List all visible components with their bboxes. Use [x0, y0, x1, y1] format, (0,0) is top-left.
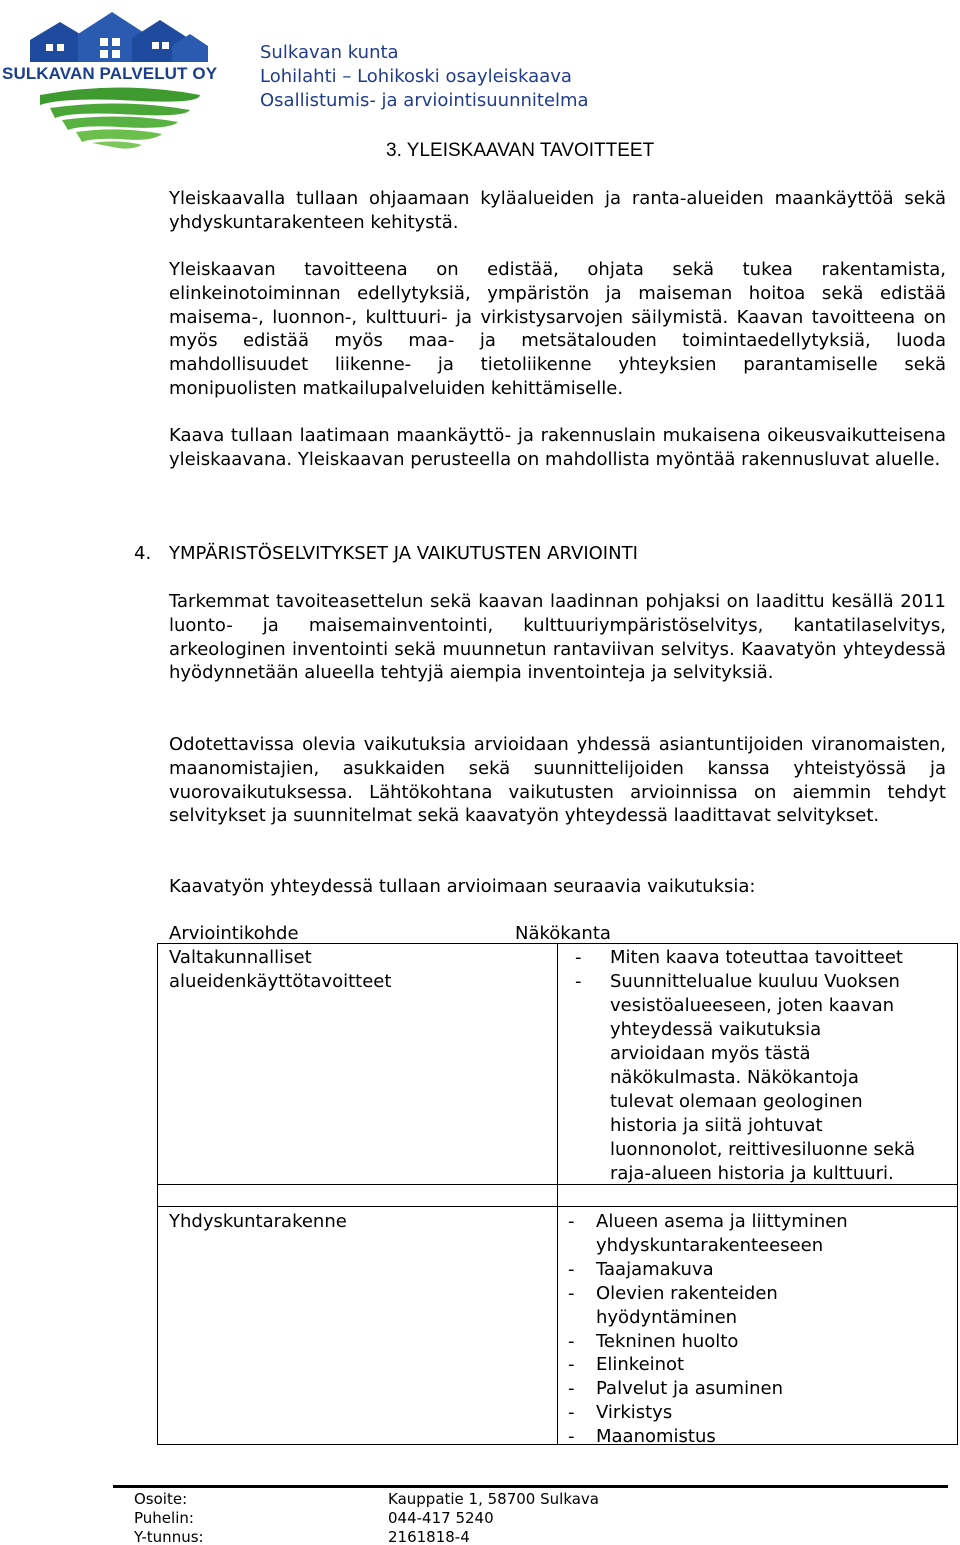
section4-paragraph-1: Tarkemmat tavoiteasettelun sekä kaavan laadinnan pohjaksi on laadittu kesällä 2011 luonto- ja maisemainventointi, kulttuuriympäristöselvitys, kantatilaselvitys, arkeologinen inventointi sekä muunnetun rantaviivan selvitys. Kaavatyön yhteydessä hyödynnetään alueella tehtyjä aiempia inventointeja ja selvityksiä. [169, 591, 946, 684]
list-item-line: raja-alueen historia ja kulttuuri. [610, 1163, 894, 1184]
list-item-line: näkökulmasta. Näkökantoja [610, 1067, 859, 1088]
list-bullet: - [568, 1426, 575, 1447]
header-plan-name: Lohilahti – Lohikoski osayleiskaava [260, 66, 572, 87]
section3-paragraph-2: Yleiskaavan tavoitteena on edistää, ohjata sekä tukea rakentamista, elinkeinotoiminnan edellytyksiä, ympäristön ja maiseman hoitoa sekä edistää maisema-, luonnon-, kulttuuri- ja virkistysarvojen säilymistä. Kaavan tavoitteena on myös edistää myös maa- ja metsätalouden toimintaedellytyksiä, luoda mahdollisuudet liikenne- ja tietoliikenne yhteyksien parantamiselle sekä monipuolisten matkailupalveluiden kehittämiselle. [169, 259, 946, 399]
list-item-line: yhdyskuntarakenteeseen [596, 1235, 824, 1256]
impact-table [157, 943, 958, 1445]
list-item-line: arvioidaan myös tästä [610, 1043, 811, 1064]
list-item-line: luonnonolot, reittivesiluonne sekä [610, 1139, 916, 1160]
list-item: Maanomistus [596, 1426, 716, 1447]
list-item-line: tulevat olemaan geologinen [610, 1091, 863, 1112]
table-column-divider [557, 944, 558, 1444]
footer-business-id-value: 2161818-4 [388, 1528, 470, 1545]
table-header-viewpoint: Näkökanta [515, 923, 611, 944]
table-subject-line: Valtakunnalliset [169, 947, 312, 968]
logo-text: SULKAVAN PALVELUT OY [2, 64, 218, 83]
section4-paragraph-3: Kaavatyön yhteydessä tullaan arvioimaan seuraavia vaikutuksia: [169, 876, 756, 897]
company-logo [0, 0, 235, 150]
table-header-subject: Arviointikohde [169, 923, 299, 944]
list-bullet: - [568, 1354, 575, 1375]
list-item: Elinkeinot [596, 1354, 685, 1375]
list-item: Virkistys [596, 1402, 673, 1423]
section3-paragraph-1: Yleiskaavalla tullaan ohjaamaan kyläalueiden ja ranta-alueiden maankäyttöä sekä yhdyskuntarakenteen kehitystä. [169, 188, 946, 233]
list-item-line: Alueen asema ja liittyminen [596, 1211, 848, 1232]
list-bullet: - [568, 1259, 575, 1280]
list-bullet: - [568, 1211, 575, 1232]
section3-heading: 3. YLEISKAAVAN TAVOITTEET [386, 140, 655, 161]
table-row-divider [158, 1206, 957, 1207]
table-subject-line: alueidenkäyttötavoitteet [169, 971, 392, 992]
list-bullet: - [575, 947, 582, 968]
header-document-type: Osallistumis- ja arviointisuunnitelma [260, 90, 589, 111]
list-bullet: - [568, 1402, 575, 1423]
section3-paragraph-3: Kaava tullaan laatimaan maankäyttö- ja rakennuslain mukaisena oikeusvaikutteisena yleiskaavana. Yleiskaavan perusteella on mahdollista myöntää rakennusluvat aluelle. [169, 425, 946, 470]
list-item-line: Suunnittelualue kuuluu Vuoksen [610, 971, 900, 992]
list-item: Taajamakuva [596, 1259, 714, 1280]
list-item-line: vesistöalueeseen, joten kaavan [610, 995, 895, 1016]
list-bullet: - [568, 1283, 575, 1304]
footer-address-label: Osoite: [134, 1490, 188, 1508]
footer-phone-label: Puhelin: [134, 1509, 194, 1527]
footer-phone-value: 044-417 5240 [388, 1509, 494, 1527]
header-municipality: Sulkavan kunta [260, 42, 399, 63]
list-item-line: Olevien rakenteiden [596, 1283, 778, 1304]
footer-business-id-label: Y-tunnus: [134, 1528, 204, 1545]
footer-divider [113, 1485, 948, 1488]
footer-address-value: Kauppatie 1, 58700 Sulkava [388, 1490, 599, 1508]
list-bullet: - [568, 1378, 575, 1399]
section4-number: 4. [134, 543, 152, 564]
section4-heading: YMPÄRISTÖSELVITYKSET JA VAIKUTUSTEN ARVIOINTI [169, 543, 638, 564]
list-bullet: - [568, 1331, 575, 1352]
list-item-line: hyödyntäminen [596, 1307, 738, 1328]
list-bullet: - [575, 971, 582, 992]
list-item-line: yhteydessä vaikutuksia [610, 1019, 822, 1040]
list-item: Miten kaava toteuttaa tavoitteet [610, 947, 903, 968]
table-subject: Yhdyskuntarakenne [169, 1211, 347, 1232]
list-item: Tekninen huolto [596, 1331, 739, 1352]
list-item: Palvelut ja asuminen [596, 1378, 783, 1399]
section4-paragraph-2: Odotettavissa olevia vaikutuksia arvioidaan yhdessä asiantuntijoiden viranomaisten, maanomistajien, asukkaiden sekä suunnittelijoiden kanssa yhteistyössä ja vuorovaikutuksessa. Lähtökohtana vaikutusten arvioinnissa on aiemmin tehdyt selvitykset ja suunnitelmat sekä kaavatyön yhteydessä laadittavat selvitykset. [169, 734, 946, 827]
list-item-line: historia ja siitä johtuvat [610, 1115, 823, 1136]
